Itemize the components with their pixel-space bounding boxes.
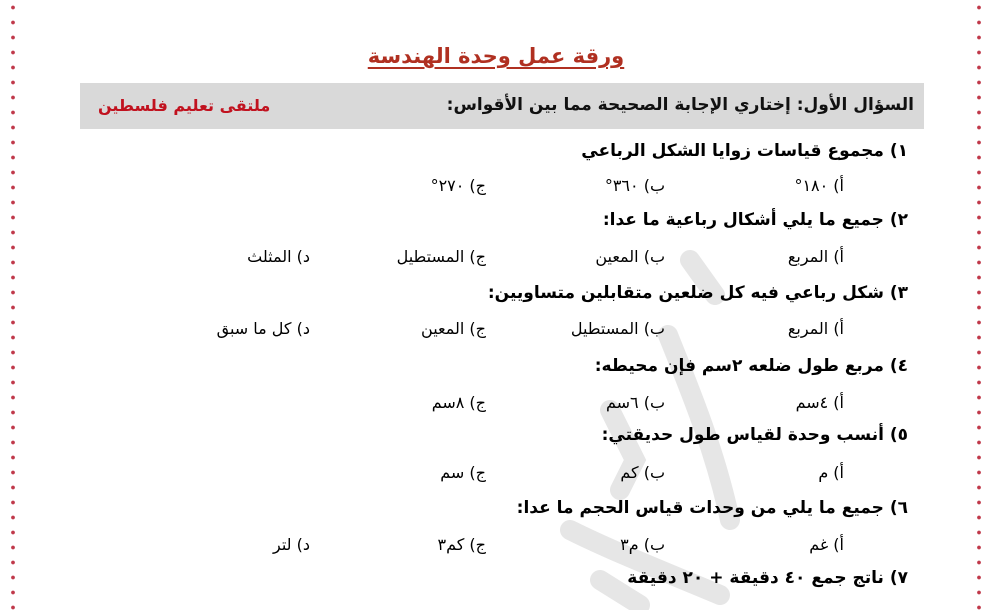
question-4: ٤) مربع طول ضلعه ٢سم فإن محيطه: (594, 356, 908, 376)
q3-option-a[interactable]: أ) المربع (787, 319, 844, 338)
decorative-border-right (975, 0, 983, 610)
question-instruction: السؤال الأول: إختاري الإجابة الصحيحة مما بين الأقواس: (446, 95, 914, 115)
q2-option-b[interactable]: ب) المعين (595, 247, 665, 266)
question-2: ٢) جميع ما يلي أشكال رباعية ما عدا: (602, 210, 908, 230)
q3-option-c[interactable]: ج) المعين (421, 319, 486, 338)
q3-option-b[interactable]: ب) المستطيل (570, 319, 665, 338)
worksheet-title: ورقة عمل وحدة الهندسة (367, 44, 625, 68)
q1-option-c[interactable]: ج) ٢٧٠° (430, 176, 486, 195)
decorative-border-left (9, 0, 17, 610)
q5-option-a[interactable]: أ) م (818, 463, 844, 482)
q2-option-a[interactable]: أ) المربع (787, 247, 844, 266)
q4-option-c[interactable]: ج) ٨سم (431, 393, 486, 412)
q2-option-d[interactable]: د) المثلث (247, 247, 310, 266)
q5-option-c[interactable]: ج) سم (440, 463, 486, 482)
question-6: ٦) جميع ما يلي من وحدات قياس الحجم ما عدا: (516, 498, 908, 518)
q6-option-d[interactable]: د) لتر (273, 535, 310, 554)
q6-option-c[interactable]: ج) كم٣ (437, 535, 486, 554)
question-5: ٥) أنسب وحدة لقياس طول حديقتي: (601, 425, 908, 445)
q1-option-a[interactable]: أ) ١٨٠° (794, 176, 844, 195)
question-1: ١) مجموع قياسات زوايا الشكل الرباعي (581, 141, 908, 161)
q5-option-b[interactable]: ب) كم (620, 463, 665, 482)
q6-option-b[interactable]: ب) م٣ (620, 535, 665, 554)
q4-option-a[interactable]: أ) ٤سم (795, 393, 844, 412)
q1-option-b[interactable]: ب) ٣٦٠° (604, 176, 665, 195)
question-7: ٧) ناتج جمع ٤٠ دقيقة + ٢٠ دقيقة (627, 568, 908, 588)
brand-label: ملتقى تعليم فلسطين (98, 96, 271, 115)
question-header (80, 83, 924, 129)
q6-option-a[interactable]: أ) غم (809, 535, 844, 554)
q2-option-c[interactable]: ج) المستطيل (396, 247, 486, 266)
question-3: ٣) شكل رباعي فيه كل ضلعين متقابلين متساويين: (487, 283, 908, 303)
q4-option-b[interactable]: ب) ٦سم (605, 393, 665, 412)
q3-option-d[interactable]: د) كل ما سبق (216, 319, 310, 338)
